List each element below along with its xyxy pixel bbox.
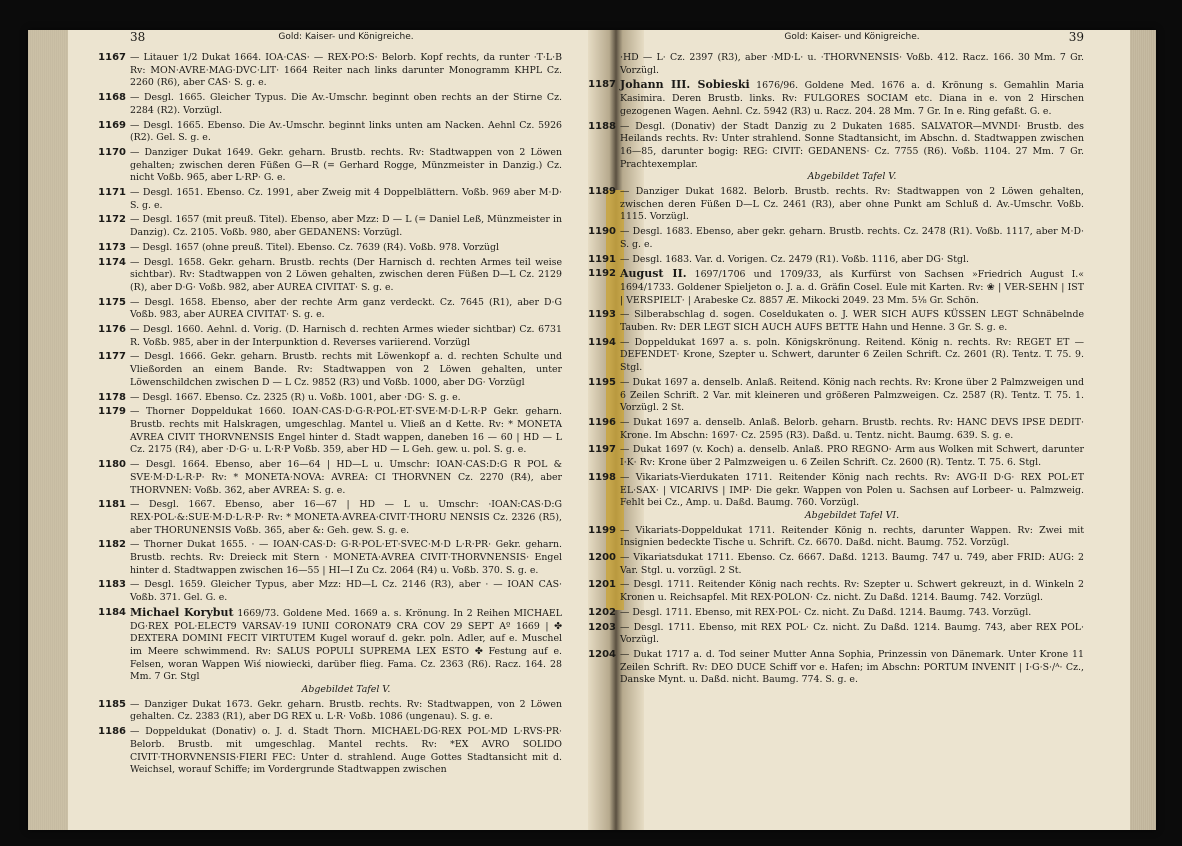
entry-description: — Desgl. 1683. Var. d. Vorigen. Cz. 2479 (R1). Voßb. 1116, aber DG· Stgl.: [620, 253, 969, 265]
catalog-entry: [620, 52, 1084, 77]
left-page-header: [130, 26, 562, 48]
entry-description: — Doppeldukat (Donativ) o. J. d. Stadt Thorn. MICHAEL·DG·REX POL·MD L·RVS·PR· Belorb. Brustb. mit umgeschlag. Mantel rechts. Rv: *EX AVRO SOLIDO CIVIT·THORVNENSIS·FIERI FEC: Unter d. strahlend. Auge Gottes Stadtansicht mit d. Weichsel, worauf Schiffe; im Vordergrunde Stadtwappen zwischen: [130, 726, 562, 776]
catalog-entry: [98, 605, 562, 697]
catalog-entry: [98, 214, 562, 239]
catalog-entry: [98, 241, 562, 255]
catalog-entry: [588, 606, 1084, 620]
catalog-entry: [98, 324, 562, 349]
catalog-entry: [588, 524, 1084, 550]
entry-description: — Thorner Dukat 1655. · — IOAN·CAS·D: G·R·POL·ET·SVEC·M·D L·R·PR· Gekr. geharn. Brustb. rechts. Rv: Dreieck mit Stern · MONETA·AVREA CIVIT·THORVNENSIS· Engel hinter d. Stadtwappen zwischen 16—55 | HI—I Zu Cz. 2064 (R4) u. Voßb. 370. S. g. e.: [130, 539, 562, 576]
left-entries: [98, 52, 562, 777]
catalog-entry: [98, 146, 562, 185]
entry-text: [130, 699, 562, 724]
catalog-entry: [98, 187, 562, 212]
ruler-name: August II.: [620, 267, 687, 281]
entry-number: 1196: [588, 416, 616, 428]
entry-number: 1194: [588, 336, 616, 348]
catalog-entry: [98, 296, 562, 322]
catalog-entry: [588, 78, 1085, 118]
catalog-entry: [588, 552, 1084, 577]
entry-text: [620, 52, 1084, 77]
entry-description: — Dukat 1717 a. d. Tod seiner Mutter Anna Sophia, Prinzessin von Dänemark. Unter Krone 11 Zeilen Schrift. Rv: DEO DUCE Schiff vor e. Hafen; im Abschn: PORTUM INVENIT | I·G·S·/ᴬ· Cz., Danske Mynt. u. Daßd. nicht. Baumg. 774. S. g. e.: [620, 648, 1084, 686]
right-running-title: Gold: Kaiser- und Königreiche.: [784, 32, 920, 42]
entry-text: [620, 552, 1084, 577]
catalog-entry: [98, 499, 562, 537]
catalog-entry: [98, 391, 562, 405]
entry-description: — Thorner Doppeldukat 1660. IOAN·CAS·D·G·R·POL·ET·SVE·M·D·L·R·P Gekr. geharn. Brustb. rechts mit Halskragen, umgeschlag. Mantel u. Vließ an d Kette. Rv: * MONETA AVREA CIVIT THORVNENSIS Engel hinter d. Stadt wappen, daneben 16 — 60 | HD — L Cz. 2175 (R4), aber ·D·G· u. L·R·P Voßb. 359, aber HD — L Geh. gew. u. pol. S. g. e.: [130, 406, 562, 456]
entry-text: [130, 147, 562, 185]
entry-number: 1189: [588, 186, 616, 198]
entry-number: 1186: [98, 726, 126, 738]
entry-description: ·HD — L· Cz. 2397 (R3), aber ·MD·L· u. ·THORVNENSIS· Voßb. 412. Racz. 166. 30 Mm. 7 Gr. Vorzügl.: [620, 52, 1084, 76]
entry-description: — Desgl. 1658. Ebenso, aber der rechte Arm ganz verdeckt. Cz. 7645 (R1), aber D·G Voßb. 983, aber AUREA CIVITAT· S. g. e.: [130, 296, 562, 321]
entry-description: — Desgl. 1660. Aehnl. d. Vorig. (D. Harnisch d. rechten Armes wieder sichtbar) Cz. 6731 R. Voßb. 985, aber in der Interpunktion d. Reverses variierend. Vorzügl: [130, 324, 562, 348]
catalog-entry: [98, 539, 562, 577]
plate-caption: Abgebildet Tafel VI.: [804, 509, 900, 521]
catalog-entry: [588, 226, 1084, 251]
page-edges-left: [28, 30, 68, 830]
entry-description: — Dukat 1697 a. denselb. Anlaß. Reitend. König nach rechts. Rv: Krone über 2 Palmzweigen und 6 Zeilen Schrift. 2 Var. mit kleineren und größeren Palmzweigen. Cz. 2587 (R). Tentz. T. 75. 1. Vorzügl. 2 St.: [620, 376, 1084, 414]
entry-text: [130, 351, 562, 389]
left-page: [98, 26, 562, 779]
entry-number: 1188: [588, 120, 616, 132]
entry-description: — Vikariatsdukat 1711. Ebenso. Cz. 6667. Daßd. 1213. Baumg. 747 u. 749, aber FRID: AUG: 2 Var. Stgl. u. vorzügl. 2 St.: [620, 552, 1084, 576]
entry-number: 1197: [588, 444, 616, 456]
entry-text: [620, 254, 1084, 267]
entry-description: 1697/1706 und 1709/33, als Kurfürst von Sachsen »Friedrich August I.« 1694/1733. Goldener Spieljeton o. J. a. d. Gräfin Cosel. Eule mit Karten. Rv: ❀ | VER-SEHN | IST | VERSPIELT· | Arabeske Cz. 8857 Æ. Mikocki 2049. 23 Mm. 5⅛ Gr. Schön.: [620, 269, 1084, 306]
entry-description: — Desgl. 1711. Reitender König nach rechts. Rv: Szepter u. Schwert gekreuzt, in d. Winkeln 2 Kronen u. Reichsapfel. Mit REX·POLON· Cz. nicht. Zu Daßd. 1214. Baumg. 742. Vorzügl.: [620, 579, 1084, 604]
entry-description: — Desgl. 1666. Gekr. geharn. Brustb. rechts mit Löwenkopf a. d. rechten Schulte und Vließorden an einem Bande. Rv: Stadtwappen von 2 Löwen gehalten, unter Löwenschildchen zwischen D — L Cz. 9852 (R3) und Voßb. 1000, aber DG· Vorzügl: [130, 351, 562, 388]
entry-number: 1170: [98, 146, 126, 158]
catalog-entry: [98, 406, 562, 457]
entry-number: 1195: [588, 376, 616, 388]
entry-text: [620, 579, 1084, 604]
entry-description: — Desgl. 1711. Ebenso, mit REX POL· Cz. nicht. Zu Daßd. 1214. Baumg. 743, aber REX POL· Vorzügl.: [620, 621, 1084, 646]
catalog-entry: [98, 579, 562, 604]
entry-text: [620, 186, 1084, 224]
catalog-entry: [588, 376, 1084, 415]
entry-description: — Desgl. 1683. Ebenso, aber gekr. geharn. Brustb. rechts. Cz. 2478 (R1). Voßb. 1117, aber M·D· S. g. e.: [620, 226, 1084, 250]
entry-number: 1192: [588, 268, 616, 280]
entry-text: [130, 214, 562, 239]
entry-description: 1669/73. Goldene Med. 1669 a. s. Krönung. In 2 Reihen MICHAEL DG·REX POL·ELECT9 VARSAV·19 IUNII CORONAT9 CRA COV 29 SEPT Aº 1669 | ✤ DEXTERA DOMINI FECIT VIRTUTEM Kugel worauf d. gekr. poln. Adler, auf e. Muschel im Meere schwimmend. Rv: SALUS POPULI SUPREMA LEX ESTO ✤ Festung auf e. Felsen, woran Wappen Wiś niowiecki, darüber flieg. Fama. Cz. 2363 (R6). Racz. 164. 28 Mm. 7 Gr. Stgl: [130, 607, 562, 683]
entry-description: — Dukat 1697 (v. Koch) a. denselb. Anlaß. PRO REGNO· Arm aus Wolken mit Schwert, darunter I·K· Rv: Krone über 2 Palmzweigen u. 6 Zeilen Schrift. Cz. 2600 (R). Tentz. T. 75. 6. Stgl.: [620, 444, 1084, 469]
catalog-entry: [588, 416, 1084, 442]
entry-text: [130, 726, 562, 777]
entry-text: [620, 444, 1084, 469]
right-page-header: [620, 26, 1084, 48]
entry-number: 1190: [588, 226, 616, 238]
right-page: [588, 26, 1085, 689]
catalog-entry: [98, 351, 562, 389]
entry-text: [130, 459, 562, 497]
entry-text: [620, 417, 1084, 442]
catalog-entry: [588, 579, 1084, 604]
entry-number: 1202: [588, 606, 616, 618]
entry-description: — Litauer 1/2 Dukat 1664. IOA·CAS· — REX·PO:S· Belorb. Kopf rechts, da runter ·T·L·B Rv: MON·AVRE·MAG·DVC·LIT· 1664 Reiter nach links darunter Monogramm KHPL Cz. 2260 (R6), aber CAS· S. g. e.: [130, 52, 562, 89]
entry-number: 1184: [98, 606, 126, 618]
entry-description: — Desgl. 1651. Ebenso. Cz. 1991, aber Zweig mit 4 Doppelblättern. Voßb. 969 aber M·D· S. g. e.: [130, 187, 562, 211]
entry-number: 1181: [98, 499, 126, 511]
catalog-entry: [98, 52, 562, 90]
entry-description: — Desgl. 1657 (ohne preuß. Titel). Ebenso. Cz. 7639 (R4). Voßb. 978. Vorzügl: [130, 241, 499, 253]
entry-number: 1171: [98, 187, 126, 199]
entry-description: — Vikariats-Vierdukaten 1711. Reitender König nach rechts. Rv: AVG·II D·G· REX POL·ET EL·SAX· | VICARIVS | IMP· Die gekr. Wappen von Polen u. Sachsen auf Lorbeer- u. Palmzweig. Fehlt bei Cz., Amp. u. Daßd. Baumg. 760. Vorzügl.: [620, 471, 1084, 509]
right-page-number: 39: [1068, 30, 1084, 44]
entry-text: [130, 607, 562, 697]
entry-text: [620, 79, 1084, 118]
entry-description: — Desgl. 1658. Gekr. geharn. Brustb. rechts (Der Harnisch d. rechten Armes teil weise sichtbar). Rv: Stadtwappen von 2 Löwen gehalten, zwischen deren Füßen D—L Cz. 2129 (R), aber D·G· Voßb. 982, aber AUREA CIVITAT· S. g. e.: [130, 256, 562, 293]
catalog-entry: [588, 648, 1084, 687]
entry-number: 1179: [98, 406, 126, 418]
entry-description: — Doppeldukat 1697 a. s. poln. Königskrönung. Reitend. König n. rechts. Rv: REGET ET — DEFENDET· Krone, Szepter u. Schwert, darunter 6 Zeilen Schrift. Cz. 2601 (R). Tentz. T. 75. 9. Stgl.: [620, 336, 1084, 374]
entry-description: 1676/96. Goldene Med. 1676 a. d. Krönung s. Gemahlin Maria Kasimira. Deren Brustb. links. Rv: FULGORES SOCIAM etc. Diana in e. von 2 Hirschen gezogenen Wagen. Aehnl. Cz. 5942 (R3) u. Racz. 204. 28 Mm. 7 Gr. In e. Ring gefaßt. G. e.: [620, 80, 1085, 117]
catalog-entry: [98, 256, 562, 295]
entry-number: 1177: [98, 351, 126, 363]
entry-text: [620, 622, 1084, 647]
catalog-entry: [98, 119, 562, 145]
entry-description: — Desgl. (Donativ) der Stadt Danzig zu 2 Dukaten 1685. SALVATOR—MVNDI· Brustb. des Heilands rechts. Rv: Unter strahlend. Sonne Stadtansicht, im Abschn. d. Stadtwappen zwischen 16—85, darunter bogig: REG: CIVIT: GEDANENS· Cz. 7755 (R6). Voßb. 1104. 27 Mm. 7 Gr. Prachtexemplar.: [620, 120, 1084, 170]
entry-number: 1201: [588, 579, 616, 591]
catalog-entry: [98, 698, 562, 724]
catalog-entry: [588, 336, 1084, 375]
catalog-entry: [588, 471, 1084, 523]
entry-description: — Desgl. 1665. Gleicher Typus. Die Av.-Umschr. beginnt oben rechts an der Stirne Cz. 2284 (R2). Vorzügl.: [130, 92, 562, 116]
entry-number: 1175: [98, 296, 126, 308]
catalog-entry: [588, 621, 1084, 647]
entry-number: 1187: [588, 79, 616, 91]
entry-text: [620, 472, 1084, 523]
entry-description: — Danziger Dukat 1682. Belorb. Brustb. rechts. Rv: Stadtwappen von 2 Löwen gehalten, zwischen deren Füßen D—L Cz. 2461 (R3), aber ohne Punkt am Schluß d. Av.-Umschr. Voßb. 1115. Vorzügl.: [620, 186, 1084, 223]
ruler-name: Johann III. Sobieski: [620, 78, 750, 92]
entry-number: 1172: [98, 214, 126, 226]
entry-text: [130, 392, 562, 405]
entry-text: [620, 525, 1084, 550]
left-running-title: Gold: Kaiser- und Königreiche.: [278, 32, 414, 42]
entry-description: — Desgl. 1657 (mit preuß. Titel). Ebenso, aber Mzz: D — L (= Daniel Leß, Münzmeister in Danzig). Cz. 2105. Voßb. 980, aber GEDANENS: Vorzügl.: [130, 214, 562, 239]
entry-number: 1183: [98, 579, 126, 591]
catalog-entry: [98, 92, 562, 117]
plate-caption: Abgebildet Tafel V.: [301, 684, 391, 696]
entry-text: [130, 92, 562, 117]
entry-number: 1199: [588, 524, 616, 536]
entry-description: — Desgl. 1659. Gleicher Typus, aber Mzz: HD—L Cz. 2146 (R3), aber · — IOAN CAS· Voßb. 371. Gel. G. e.: [130, 579, 562, 604]
entry-number: 1185: [98, 698, 126, 710]
entry-description: — Desgl. 1667. Ebenso, aber 16—67 | HD — L u. Umschr: ·IOAN:CAS·D:G REX·POL·&:SUE·M·D·L·R·P· Rv: * MONETA·AVREA·CIVIT·THORU NENSIS Cz. 2326 (R5), aber THORUNENSIS Voßb. 365, aber &: Geh. gew. S. g. e.: [130, 499, 562, 536]
entry-number: 1178: [98, 391, 126, 403]
entry-description: — Desgl. 1665. Ebenso. Die Av.-Umschr. beginnt links unten am Nacken. Aehnl Cz. 5926 (R2). Gel. S. g. e.: [130, 119, 562, 144]
entry-text: [130, 579, 562, 604]
entry-description: — Desgl. 1711. Ebenso, mit REX·POL· Cz. nicht. Zu Daßd. 1214. Baumg. 743. Vorzügl.: [620, 606, 1032, 618]
entry-text: [620, 377, 1084, 415]
catalog-entry: [588, 444, 1084, 469]
page-edges-right: [1130, 30, 1156, 830]
entry-description: — Desgl. 1667. Ebenso. Cz. 2325 (R) u. Voßb. 1001, aber ·DG· S. g. e.: [130, 391, 461, 403]
entry-number: 1176: [98, 324, 126, 336]
entry-text: [130, 242, 562, 255]
entry-text: [130, 52, 562, 90]
entry-text: [130, 297, 562, 322]
plate-caption: Abgebildet Tafel V.: [807, 171, 897, 183]
entry-text: [130, 324, 562, 349]
entry-text: [130, 257, 562, 295]
entry-text: [130, 406, 562, 457]
entry-number: 1203: [588, 621, 616, 633]
right-entries: [588, 52, 1085, 687]
entry-number: 1180: [98, 459, 126, 471]
entry-text: [620, 649, 1084, 687]
entry-description: — Vikariats-Doppeldukat 1711. Reitender König n. rechts, darunter Wappen. Rv: Zwei mit Insignien bedeckte Tische u. Schrift. Cz. 6670. Daßd. nicht. Baumg. 752. Vorzügl.: [620, 524, 1084, 549]
catalog-entry: [588, 186, 1084, 224]
entry-number: 1168: [98, 92, 126, 104]
entry-description: — Dukat 1697 a. denselb. Anlaß. Belorb. geharn. Brustb. rechts. Rv: HANC DEVS IPSE DEDIT· Krone. Im Abschn: 1697· Cz. 2595 (R3). Daßd. u. Tentz. nicht. Baumg. 639. S. g. e.: [620, 416, 1084, 441]
entry-number: 1193: [588, 309, 616, 321]
catalog-entry: [588, 253, 1084, 267]
entry-text: [620, 226, 1084, 251]
entry-description: — Danziger Dukat 1673. Gekr. geharn. Brustb. rechts. Rv: Stadtwappen, von 2 Löwen gehalten. Cz. 2383 (R1), aber DG REX u. L·R· Voßb. 1086 (ungenau). S. g. e.: [130, 698, 562, 723]
entry-description: — Desgl. 1664. Ebenso, aber 16—64 | HD—L u. Umschr: IOAN·CAS:D:G R POL & SVE·M·D·L·R·P· Rv: * MONETA·NOVA: AVREA: CI THORVNEN Cz. 2270 (R4), aber THORVNEN: Voßb. 362, aber AVREA: S. g. e.: [130, 459, 562, 496]
entry-description: — Danziger Dukat 1649. Gekr. geharn. Brustb. rechts. Rv: Stadtwappen von 2 Löwen gehalten; zwischen deren Füßen G—R (= Gerhard Rogge, Münzmeister in Danzig.) Cz. nicht Voßb. 965, aber L·RP· G. e.: [130, 146, 562, 184]
catalog-entry: [588, 309, 1084, 334]
entry-number: 1198: [588, 471, 616, 483]
entry-number: 1200: [588, 552, 616, 564]
catalog-entry: [588, 120, 1084, 185]
entry-text: [620, 607, 1084, 620]
ruler-name: Michael Korybut: [130, 605, 234, 619]
left-page-number: 38: [130, 30, 146, 44]
entry-number: 1191: [588, 253, 616, 265]
entry-number: 1174: [98, 256, 126, 268]
entry-text: [130, 499, 562, 537]
entry-text: [130, 120, 562, 145]
entry-number: 1173: [98, 241, 126, 253]
entry-number: 1167: [98, 52, 126, 63]
entry-text: [620, 268, 1084, 307]
entry-text: [620, 337, 1084, 375]
catalog-entry: [98, 459, 562, 497]
entry-number: 1169: [98, 119, 126, 131]
entry-description: — Silberabschlag d. sogen. Coseldukaten o. J. WER SICH AUFS KÜSSEN LEGT Schnäbelnde Tauben. Rv: DER LEGT SICH AUCH AUFS BETTE Hahn und Henne. 3 Gr. S. g. e.: [620, 309, 1084, 334]
entry-number: 1182: [98, 539, 126, 551]
entry-text: [130, 187, 562, 212]
entry-text: [620, 309, 1084, 334]
catalog-entry: [588, 267, 1084, 307]
entry-text: [620, 121, 1084, 185]
catalog-entry: [98, 726, 562, 777]
entry-number: 1204: [588, 648, 616, 660]
entry-text: [130, 539, 562, 577]
